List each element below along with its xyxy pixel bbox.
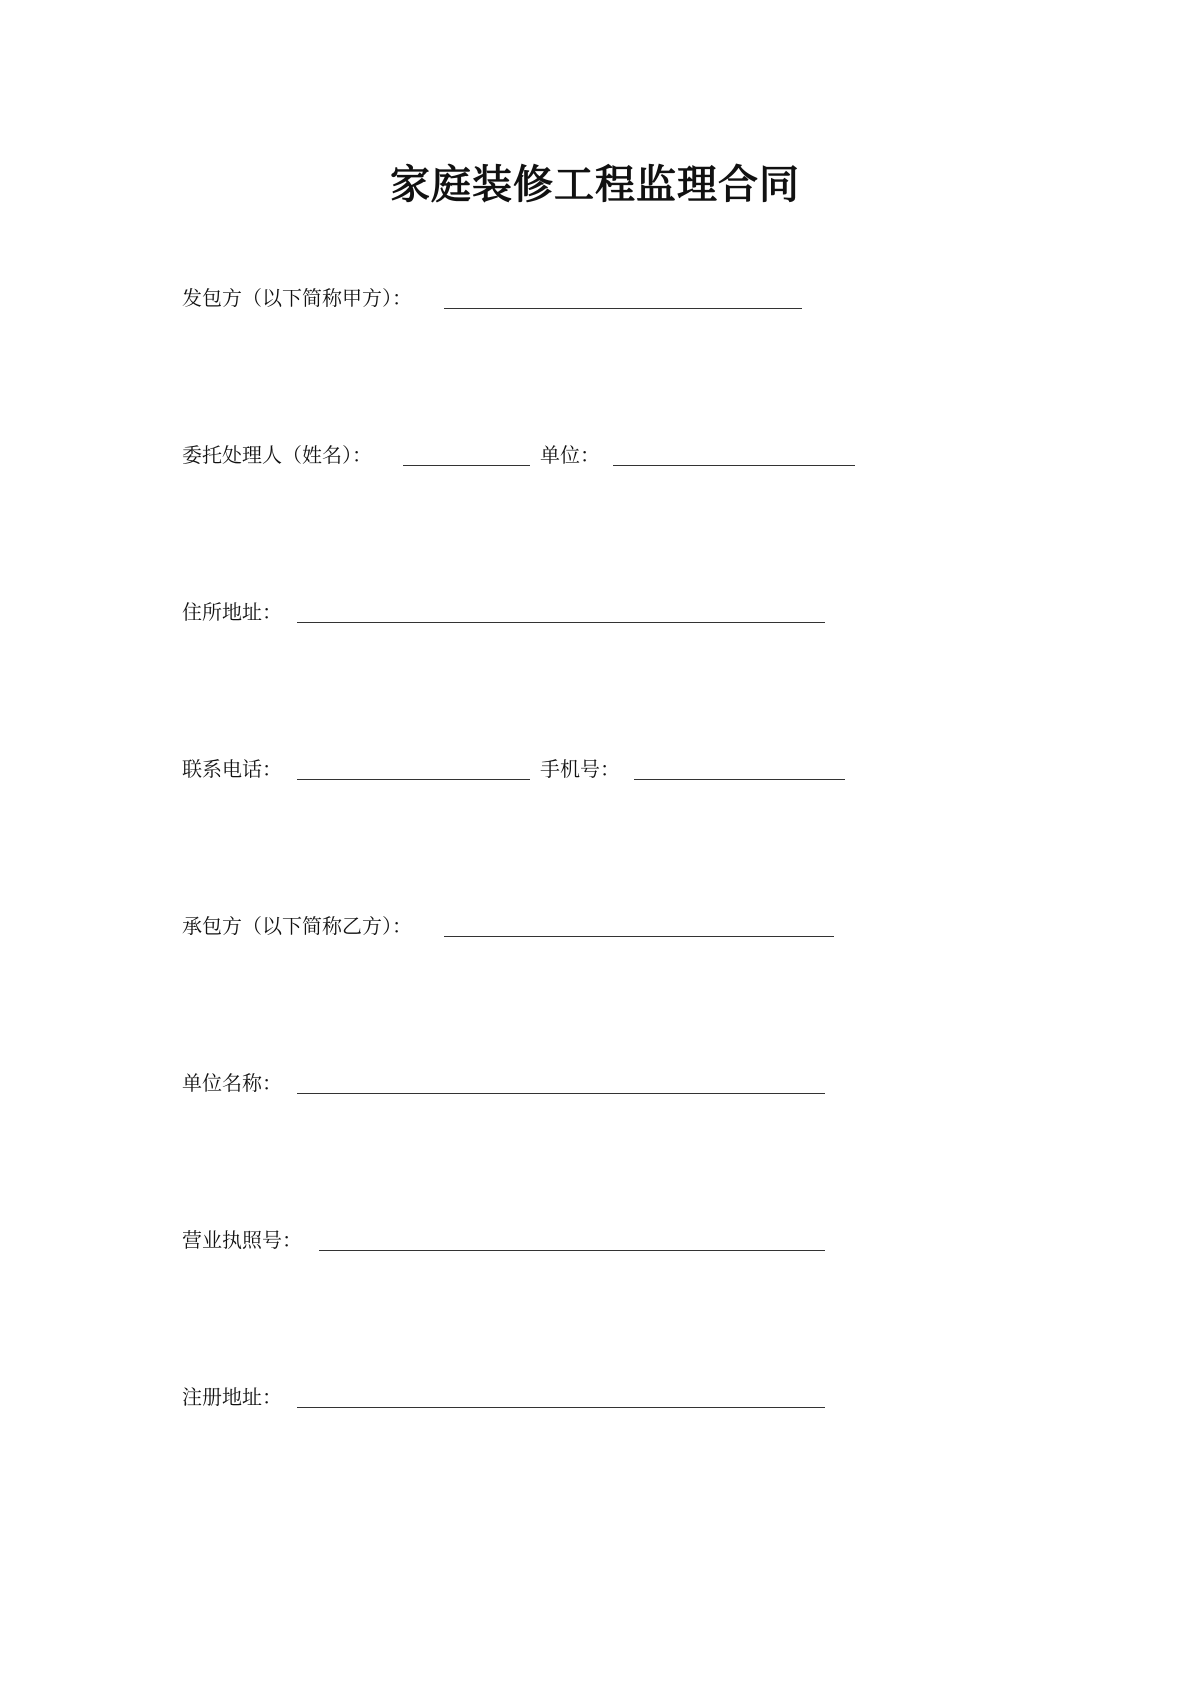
agent-row (182, 438, 872, 472)
phone-label: 联系电话： (182, 757, 282, 781)
license-label: 营业执照号： (182, 1228, 302, 1252)
agent-label: 委托处理人（姓名）： (182, 443, 372, 467)
employer-label: 发包方（以下简称甲方）： (182, 286, 412, 310)
mobile-label: 手机号： (540, 757, 620, 781)
address-label: 住所地址： (182, 600, 282, 624)
license-blank[interactable] (319, 1250, 825, 1251)
company-name-blank[interactable] (297, 1093, 825, 1094)
contractor-label: 承包方（以下简称乙方）： (182, 914, 412, 938)
company-name-row (182, 1066, 842, 1100)
agent-unit-blank[interactable] (613, 465, 855, 466)
registered-address-row (182, 1380, 842, 1414)
address-blank[interactable] (297, 622, 825, 623)
registered-address-blank[interactable] (297, 1407, 825, 1408)
employer-row (182, 281, 822, 315)
phone-row (182, 752, 862, 786)
agent-name-blank[interactable] (403, 465, 530, 466)
document-title: 家庭装修工程监理合同 (390, 161, 800, 208)
license-row (182, 1223, 842, 1257)
mobile-blank[interactable] (634, 779, 845, 780)
contractor-row (182, 909, 852, 943)
phone-blank[interactable] (297, 779, 530, 780)
address-row (182, 595, 842, 629)
contractor-blank[interactable] (444, 936, 834, 937)
employer-blank[interactable] (444, 308, 802, 309)
agent-unit-label: 单位： (540, 443, 600, 467)
registered-address-label: 注册地址： (182, 1385, 282, 1409)
company-name-label: 单位名称： (182, 1071, 282, 1095)
